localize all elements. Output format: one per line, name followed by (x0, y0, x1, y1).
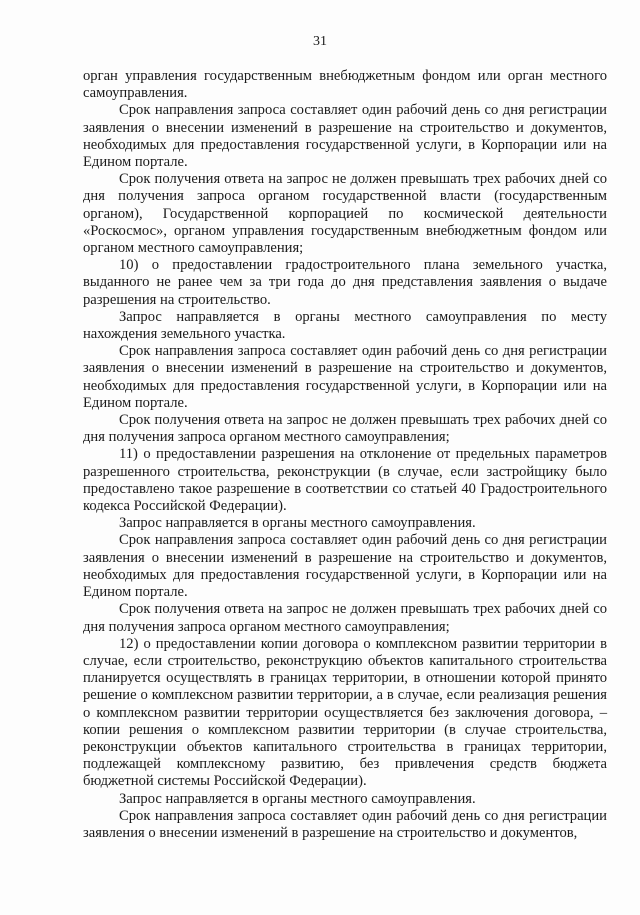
paragraph: Срок направления запроса составляет один рабочий день со дня регистрации заявления о внесении изменений в разрешение на строительство и документов, необходимых для предоставления государственной услуги, в Корпорации или на Едином портале. (83, 102, 607, 171)
page-number: 31 (313, 34, 327, 49)
paragraph: Срок получения ответа на запрос не должен превышать трех рабочих дней со дня получения запроса органом государственной власти (государственным органом), Государственной корпорацией по космической деятельности «Роскосмос», органом управления государственным внебюджетным фондом или органом местного самоуправления; (83, 171, 607, 257)
paragraph-item-11: 11) о предоставлении разрешения на отклонение от предельных параметров разрешенного строительства, реконструкции (в случае, если застройщику было предоставлено такое разрешение в соответствии со статьей 40 Градостроительного кодекса Российской Федерации). (83, 446, 607, 515)
paragraph-item-12: 12) о предоставлении копии договора о комплексном развитии территории в случае, если строительство, реконструкцию объектов капитального строительства планируется осуществлять в границах территории, в отношении которой принято решение о комплексном развитии территории, а в случае, если реализация решения о комплексном развитии территории осуществляется без заключения договора, – копии решения о комплексном развитии территории (в случае строительства, реконструкции объектов капитального строительства в границах территории, подлежащей комплексному развитию, без привлечения средств бюджета бюджетной системы Российской Федерации). (83, 635, 607, 790)
document-body (83, 68, 607, 842)
paragraph: Срок получения ответа на запрос не должен превышать трех рабочих дней со дня получения запроса органом местного самоуправления; (83, 601, 607, 635)
paragraph: Срок направления запроса составляет один рабочий день со дня регистрации заявления о внесении изменений в разрешение на строительство и документов, необходимых для предоставления государственной услуги, в Корпорации или на Едином портале. (83, 532, 607, 601)
paragraph: Срок получения ответа на запрос не должен превышать трех рабочих дней со дня получения запроса органом местного самоуправления; (83, 412, 607, 446)
paragraph: Срок направления запроса составляет один рабочий день со дня регистрации заявления о внесении изменений в разрешение на строительство и документов, (83, 807, 607, 841)
paragraph: Запрос направляется в органы местного самоуправления. (119, 515, 476, 532)
paragraph-continuation: орган управления государственным внебюджетным фондом или орган местного самоуправления. (83, 68, 607, 102)
paragraph-item-10: 10) о предоставлении градостроительного плана земельного участка, выданного не ранее чем за три года до дня представления заявления о выдаче разрешения на строительство. (83, 257, 607, 308)
paragraph: Срок направления запроса составляет один рабочий день со дня регистрации заявления о внесении изменений в разрешение на строительство и документов, необходимых для предоставления государственной услуги, в Корпорации или на Едином портале. (83, 343, 607, 411)
paragraph: Запрос направляется в органы местного самоуправления по месту нахождения земельного участка. (83, 308, 607, 343)
paragraph: Запрос направляется в органы местного самоуправления. (119, 790, 476, 807)
